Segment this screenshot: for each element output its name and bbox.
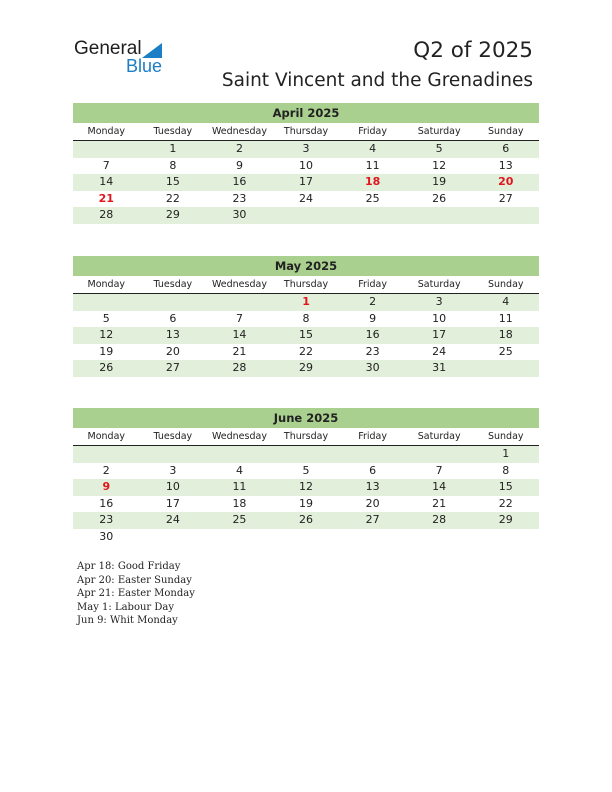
holiday-entry: Apr 21: Easter Monday (77, 588, 195, 599)
empty-day-cell (73, 294, 140, 311)
day-cell: 10 (299, 158, 314, 172)
day-cell: 16 (232, 175, 247, 188)
day-cell: 1 (302, 295, 310, 308)
day-cell: 11 (232, 480, 247, 493)
day-cell: 15 (165, 175, 180, 188)
day-cell: 9 (102, 480, 111, 493)
week-row (73, 174, 539, 191)
weekday-header-row (73, 428, 539, 446)
weekday-label: Tuesday (153, 431, 193, 442)
empty-day-cell (472, 207, 539, 224)
empty-day-cell (273, 207, 340, 224)
week-row (73, 141, 539, 158)
day-cell: 12 (432, 158, 447, 172)
day-cell: 29 (299, 361, 314, 374)
week-row (73, 344, 539, 361)
day-cell: 8 (169, 158, 177, 172)
day-cell: 17 (299, 175, 314, 188)
day-cell: 16 (99, 496, 114, 510)
day-cell: 14 (232, 328, 247, 341)
day-cell: 25 (232, 513, 247, 526)
day-cell: 20 (498, 175, 514, 188)
month-header: May 2025 (73, 256, 539, 276)
day-cell: 18 (232, 496, 247, 510)
day-cell: 5 (302, 463, 310, 477)
day-cell: 24 (165, 513, 180, 526)
day-cell: 10 (165, 480, 180, 493)
day-cell: 3 (169, 463, 177, 477)
weekday-label: Monday (87, 126, 126, 137)
week-row (73, 446, 539, 463)
day-cell: 3 (435, 295, 443, 308)
empty-day-cell (206, 446, 273, 463)
day-cell: 18 (498, 328, 513, 341)
weekday-label: Friday (358, 431, 387, 442)
weekday-label: Sunday (487, 431, 524, 442)
day-cell: 7 (235, 311, 243, 325)
empty-day-cell (339, 529, 406, 546)
day-cell: 6 (169, 311, 177, 325)
day-cell: 11 (365, 158, 380, 172)
day-cell: 25 (498, 344, 513, 358)
day-cell: 26 (299, 513, 314, 526)
day-cell: 11 (498, 311, 513, 325)
day-cell: 4 (235, 463, 243, 477)
weekday-label: Tuesday (153, 279, 193, 290)
month-calendar (73, 408, 539, 545)
day-cell: 1 (502, 447, 510, 460)
month-header: June 2025 (73, 408, 539, 428)
weekday-label: Saturday (417, 431, 461, 442)
empty-day-cell (206, 529, 273, 546)
holiday-entry: Jun 9: Whit Monday (77, 615, 178, 626)
week-row (73, 191, 539, 208)
empty-day-cell (73, 446, 140, 463)
month-header: April 2025 (73, 103, 539, 123)
day-cell: 27 (498, 191, 513, 205)
day-cell: 19 (432, 175, 447, 188)
day-cell: 9 (235, 158, 243, 172)
day-cell: 14 (432, 480, 447, 493)
week-row (73, 463, 539, 480)
day-cell: 26 (99, 361, 114, 374)
weekday-label: Thursday (283, 431, 329, 442)
weekday-header-row (73, 123, 539, 141)
week-row (73, 479, 539, 496)
day-cell: 24 (432, 344, 447, 358)
day-cell: 3 (302, 142, 310, 155)
week-row (73, 158, 539, 175)
day-cell: 8 (302, 311, 310, 325)
weekday-label: Saturday (417, 279, 461, 290)
weekday-label: Sunday (487, 126, 524, 137)
weekday-label: Friday (358, 279, 387, 290)
day-cell: 19 (99, 344, 114, 358)
day-cell: 2 (369, 295, 377, 308)
holiday-list (77, 560, 195, 628)
day-cell: 17 (165, 496, 180, 510)
weekday-label: Friday (358, 126, 387, 137)
empty-day-cell (406, 529, 473, 546)
empty-day-cell (472, 360, 539, 377)
day-cell: 12 (299, 480, 314, 493)
day-cell: 28 (232, 361, 247, 374)
day-cell: 14 (99, 175, 114, 188)
day-cell: 31 (432, 361, 447, 374)
day-cell: 15 (299, 328, 314, 341)
day-cell: 19 (299, 496, 314, 510)
day-cell: 10 (432, 311, 447, 325)
week-row (73, 512, 539, 529)
week-row (73, 496, 539, 513)
day-cell: 24 (299, 191, 314, 205)
day-cell: 6 (502, 142, 510, 155)
empty-day-cell (339, 207, 406, 224)
weekday-label: Wednesday (211, 431, 267, 442)
empty-day-cell (140, 529, 207, 546)
day-cell: 21 (98, 191, 114, 205)
empty-day-cell (140, 446, 207, 463)
empty-day-cell (273, 446, 340, 463)
day-cell: 27 (365, 513, 380, 526)
day-cell: 7 (435, 463, 443, 477)
day-cell: 30 (99, 529, 114, 543)
day-cell: 22 (165, 191, 180, 205)
day-cell: 2 (102, 463, 110, 477)
day-cell: 13 (498, 158, 513, 172)
day-cell: 23 (99, 513, 114, 526)
page-title: Q2 of 2025 (413, 38, 533, 63)
day-cell: 20 (165, 344, 180, 358)
day-cell: 26 (432, 191, 447, 205)
day-cell: 4 (369, 142, 377, 155)
month-calendar (73, 256, 539, 377)
day-cell: 30 (232, 208, 247, 221)
month-calendar (73, 103, 539, 224)
weekday-label: Saturday (417, 126, 461, 137)
day-cell: 17 (432, 328, 447, 341)
day-cell: 21 (232, 344, 247, 358)
day-cell: 16 (365, 328, 380, 341)
day-cell: 23 (365, 344, 380, 358)
day-cell: 12 (99, 328, 114, 341)
day-cell: 9 (369, 311, 377, 325)
weekday-label: Wednesday (211, 279, 267, 290)
empty-day-cell (140, 294, 207, 311)
day-cell: 5 (435, 142, 443, 155)
day-cell: 13 (365, 480, 380, 493)
day-cell: 29 (498, 513, 513, 526)
weekday-label: Monday (87, 279, 126, 290)
day-cell: 21 (432, 496, 447, 510)
weekday-label: Thursday (283, 279, 329, 290)
day-cell: 28 (432, 513, 447, 526)
day-cell: 28 (99, 208, 114, 221)
day-cell: 7 (102, 158, 110, 172)
day-cell: 6 (369, 463, 377, 477)
empty-day-cell (406, 207, 473, 224)
week-row (73, 207, 539, 224)
day-cell: 29 (165, 208, 180, 221)
week-row (73, 360, 539, 377)
holiday-entry: Apr 18: Good Friday (77, 561, 181, 572)
week-row (73, 294, 539, 311)
day-cell: 20 (365, 496, 380, 510)
logo-text-blue: Blue (126, 56, 163, 76)
weekday-header-row (73, 276, 539, 294)
day-cell: 15 (498, 480, 513, 493)
day-cell: 5 (102, 311, 110, 325)
day-cell: 2 (235, 142, 243, 155)
weekday-label: Tuesday (153, 126, 193, 137)
day-cell: 30 (365, 361, 380, 374)
week-row (73, 327, 539, 344)
day-cell: 1 (169, 142, 177, 155)
empty-day-cell (73, 141, 140, 158)
day-cell: 23 (232, 191, 247, 205)
holiday-entry: Apr 20: Easter Sunday (77, 574, 192, 586)
week-row (73, 529, 539, 546)
day-cell: 13 (165, 328, 180, 341)
day-cell: 4 (502, 295, 510, 308)
page-subtitle: Saint Vincent and the Grenadines (221, 70, 533, 91)
empty-day-cell (339, 446, 406, 463)
weekday-label: Sunday (487, 279, 524, 290)
day-cell: 8 (502, 463, 510, 477)
weekday-label: Monday (87, 431, 126, 442)
day-cell: 22 (299, 344, 314, 358)
empty-day-cell (206, 294, 273, 311)
week-row (73, 311, 539, 328)
day-cell: 22 (498, 496, 513, 510)
weekday-label: Wednesday (211, 126, 267, 137)
logo-text-general: General (74, 38, 142, 59)
empty-day-cell (472, 529, 539, 546)
holiday-entry: May 1: Labour Day (77, 601, 174, 613)
day-cell: 25 (365, 191, 380, 205)
empty-day-cell (273, 529, 340, 546)
day-cell: 18 (364, 175, 381, 188)
day-cell: 27 (165, 361, 180, 374)
empty-day-cell (406, 446, 473, 463)
weekday-label: Thursday (283, 126, 329, 137)
